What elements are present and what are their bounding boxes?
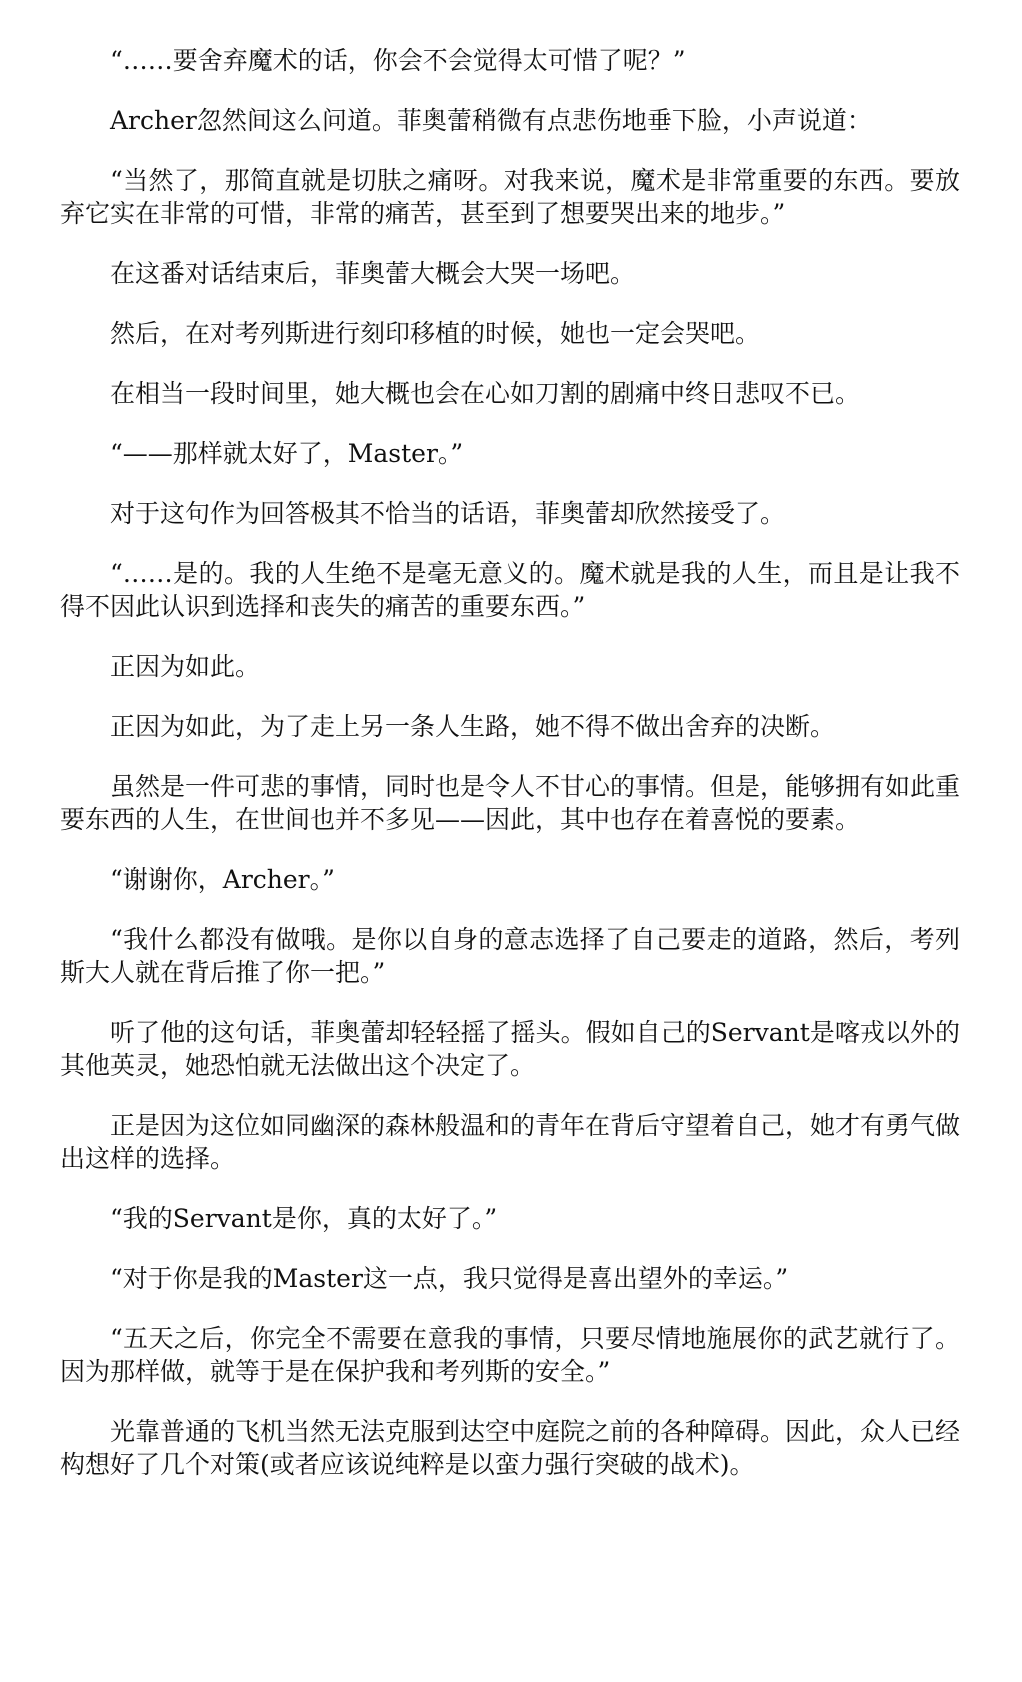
paragraph: “谢谢你，Archer。” [110,865,335,894]
paragraph: “对于你是我的Master这一点，我只觉得是喜出望外的幸运。” [110,1264,789,1293]
paragraph: 听了他的这句话，菲奥蕾却轻轻摇了摇头。假如自己的Servant是喀戎以外的其他英灵，她恐怕就无法做出这个决定了。 [60,1018,960,1080]
paragraph: 光靠普通的飞机当然无法克服到达空中庭院之前的各种障碍。因此，众人已经构想好了几个对策(或者应该说纯粹是以蛮力强行突破的战术)。 [60,1417,961,1479]
paragraph: 虽然是一件可悲的事情，同时也是令人不甘心的事情。但是，能够拥有如此重要东西的人生，在世间也并不多见——因此，其中也存在着喜悦的要素。 [60,772,961,834]
paragraph: “我的Servant是你，真的太好了。” [110,1204,498,1233]
paragraph: 正因为如此，为了走上另一条人生路，她不得不做出舍弃的决断。 [110,712,836,741]
paragraph: 然后，在对考列斯进行刻印移植的时候，她也一定会哭吧。 [110,319,761,348]
paragraph: 对于这句作为回答极其不恰当的话语，菲奥蕾却欣然接受了。 [110,499,786,528]
paragraph: “——那样就太好了，Master。” [110,439,464,468]
paragraph: Archer忽然间这么问道。菲奥蕾稍微有点悲伤地垂下脸，小声说道： [110,106,872,135]
paragraph: “……是的。我的人生绝不是毫无意义的。魔术就是我的人生，而且是让我不得不因此认识到选择和丧失的痛苦的重要东西。” [60,559,960,621]
paragraph: “我什么都没有做哦。是你以自身的意志选择了自己要走的道路，然后，考列斯大人就在背后推了你一把。” [60,925,960,987]
paragraph: 正是因为这位如同幽深的森林般温和的青年在背后守望着自己，她才有勇气做出这样的选择。 [60,1111,961,1173]
paragraph: “……要舍弃魔术的话，你会不会觉得太可惜了呢？” [110,46,686,75]
paragraph: “当然了，那简直就是切肤之痛呀。对我来说，魔术是非常重要的东西。要放弃它实在非常的可惜，非常的痛苦，甚至到了想要哭出来的地步。” [60,166,960,228]
paragraph: “五天之后，你完全不需要在意我的事情，只要尽情地施展你的武艺就行了。因为那样做，就等于是在保护我和考列斯的安全。” [60,1324,960,1386]
paragraph: 在相当一段时间里，她大概也会在心如刀割的剧痛中终日悲叹不已。 [110,379,861,408]
paragraph: 在这番对话结束后，菲奥蕾大概会大哭一场吧。 [110,259,636,288]
paragraph: 正因为如此。 [110,652,261,681]
